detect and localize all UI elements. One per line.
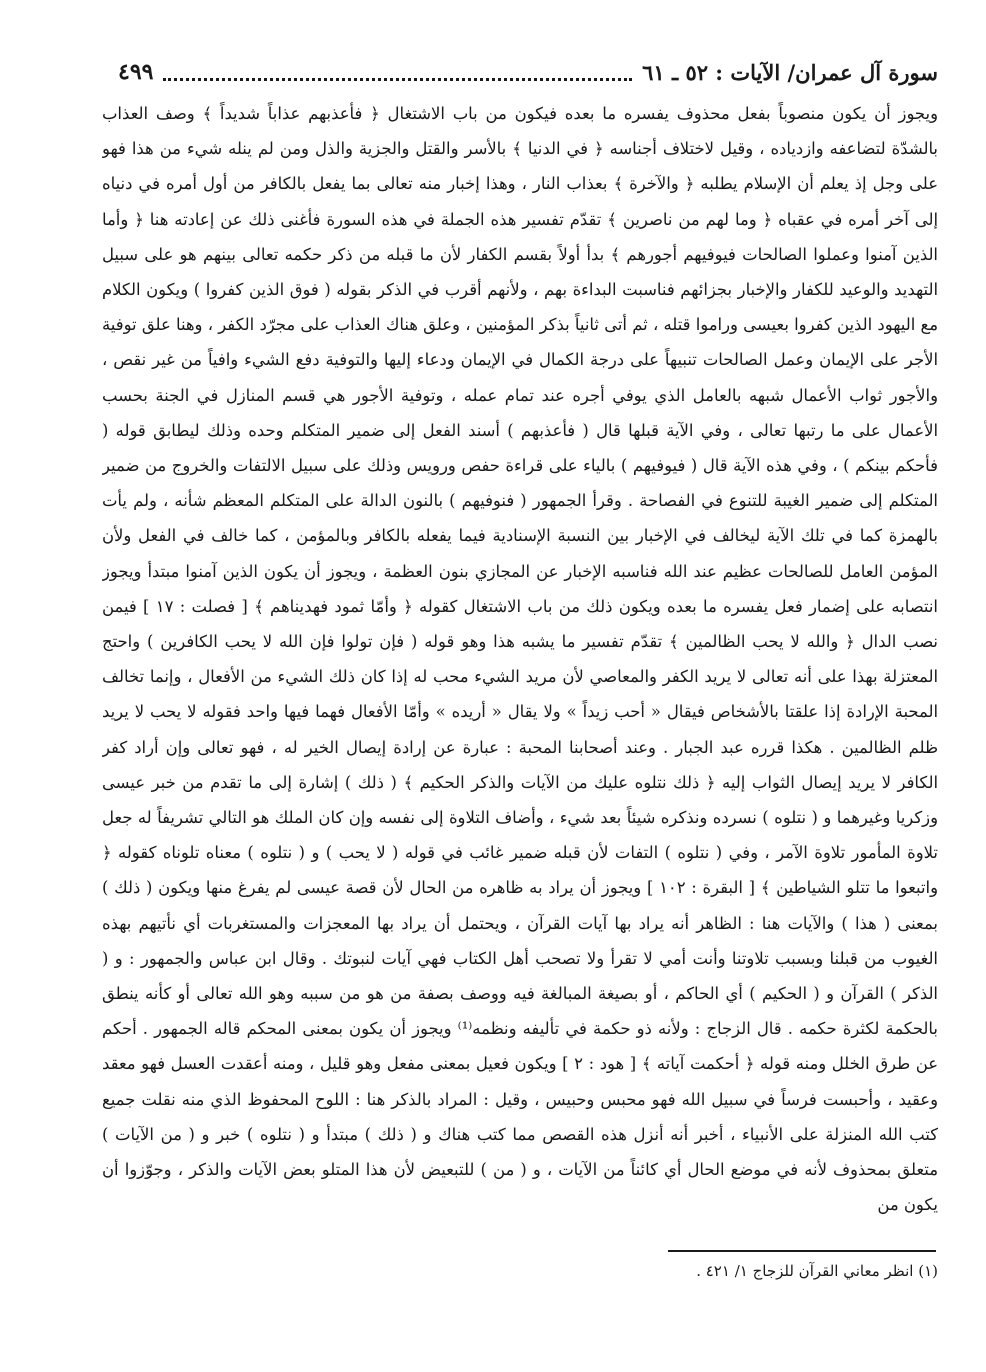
- header-dot-leader: [163, 64, 632, 81]
- footnote: (١) انظر معاني القرآن للزجاج ١/ ٤٢١ .: [696, 1262, 938, 1280]
- page-number: ٤٩٩: [118, 59, 154, 85]
- commentary-paragraph: ويجوز أن يكون منصوباً بفعل محذوف يفسره ما بعده فيكون من باب الاشتغال ﴿ فأعذبهم عذاباً شديداً ﴾ وصف العذاب بالشدّة لتضاعفه وازدياده ، وقيل لاختلاف أجناسه ﴿ في الدنيا ﴾ بالأسر والقتل والجزية والذل ومن لم ينله شيء من هذا فهو على وجل إذ يعلم أن الإسلام يطلبه ﴿ والآخرة ﴾ بعذاب النار ، وهذا إخبار منه تعالى بما يفعل بالكافر من أول أمره في دنياه إلى آخر أمره في عقباه ﴿ وما لهم من ناصرين ﴾ تقدّم تفسير هذه الجملة في هذه السورة فأغنى ذلك عن إعادته هنا ﴿ وأما الذين آمنوا وعملوا الصالحات فيوفيهم أجورهم ﴾ بدأ أولاً بقسم الكفار لأن ما قبله من ذكر حكمه تعالى بينهم هو على سبيل التهديد والوعيد للكفار والإخبار بجزائهم فناسبت البداءة بهم ، ولأنهم أقرب في الذكر بقوله ( فوق الذين كفروا ) ويكون الكلام مع اليهود الذين كفروا بعيسى وراموا قتله ، ثم أتى ثانياً بذكر المؤمنين ، وعلق هناك العذاب على مجرّد الكفر ، وهنا علق توفية الأجر على الإيمان وعمل الصالحات تنبيهاً على درجة الكمال في الإيمان ودعاء إليها والتوفية دفع الشيء وافياً من غير نقص ، والأجور ثواب الأعمال شبهه بالعامل الذي يوفي أجره عند تمام عمله ، وتوفية الأجور هي قسم المنازل في الجنة بحسب الأعمال على ما رتبها تعالى ، وفي الآية قبلها قال ( فأعذبهم ) أسند الفعل إلى ضمير المتكلم وحده وذلك ليطابق قوله ( فأحكم بينكم ) ، وفي هذه الآية قال ( فيوفيهم ) بالياء على قراءة حفص ورويس وذلك على سبيل الالتفات والخروج من ضمير المتكلم إلى ضمير الغيبة للتنوع في الفصاحة . وقرأ الجمهور ( فنوفيهم ) بالنون الدالة على المتكلم المعظم شأنه ، ولم يأت بالهمزة كما في تلك الآية ليخالف في الإخبار بين النسبة الإسنادية فيما يفعله بالكافر وبالمؤمن ، كما خالف في الفعل ولأن المؤمن العامل للصالحات عظيم عند الله فناسبه الإخبار عن المجازي بنون العظمة ، ويجوز أن يكون الذين آمنوا مبتدأ ويجوز انتصابه على إضمار فعل يفسره ما بعده ويكون ذلك من باب الاشتغال كقوله ﴿ وأمّا ثمود فهديناهم ﴾ [ فصلت : ١٧ ] فيمن نصب الدال ﴿ والله لا يحب الظالمين ﴾ تقدّم تفسير ما يشبه هذا وهو قوله ( فإن تولوا فإن الله لا يحب الكافرين ) واحتج المعتزلة بهذا على أنه تعالى لا يريد الكفر والمعاصي لأن مريد الشيء محب له إذا كان ذلك الشيء من الأفعال ، وإنما تخالف المحبة الإرادة إذا علقتا بالأشخاص فيقال « أحب زيداً » ولا يقال « أريده » وأمّا الأفعال فهما فيها واحد فقوله لا يحب لا يريد ظلم الظالمين . هكذا قرره عبد الجبار . وعند أصحابنا المحبة : عبارة عن إرادة إيصال الخير له ، فهو تعالى وإن أراد كفر الكافر لا يريد إيصال الثواب إليه ﴿ ذلك نتلوه عليك من الآيات والذكر الحكيم ﴾ ( ذلك ) إشارة إلى ما تقدم من خبر عيسى وزكريا وغيرهما و ( نتلوه ) نسرده ونذكره شيئاً بعد شيء ، وأضاف التلاوة إلى نفسه وإن كان الملك هو التالي تشريفاً له جعل تلاوة المأمور تلاوة الآمر ، وفي ( نتلوه ) التفات لأن قبله ضمير غائب في قوله ( لا يحب ) و ( نتلوه ) معناه تلوناه كقوله ﴿ واتبعوا ما تتلو الشياطين ﴾ [ البقرة : ١٠٢ ] ويجوز أن يراد به ظاهره من الحال لأن قصة عيسى لم يفرغ منها ويكون ( ذلك ) بمعنى ( هذا ) والآيات هنا : الظاهر أنه يراد بها آيات القرآن ، ويحتمل أن يراد بها المعجزات والمستغربات أي نأتيهم بهذه الغيوب من قبلنا وبسبب تلاوتنا وأنت أمي لا تقرأ ولا تصحب أهل الكتاب فهي آيات لنبوتك . وقال ابن عباس والجمهور : و ( الذكر ) القرآن و ( الحكيم ) أي الحاكم ، أو بصيغة المبالغة فيه ووصف بصفة من هو من سببه وهو الله تعالى أو كأنه ينطق بالحكمة لكثرة حكمه . قال الزجاج : ولأنه ذو حكمة في تأليفه ونظمه⁽¹⁾ ويجوز أن يكون بمعنى المحكم قاله الجمهور . أحكم عن طرق الخلل ومنه قوله ﴿ أحكمت آياته ﴾ [ هود : ٢ ] ويكون فعيل بمعنى مفعل وهو قليل ، ومنه أعقدت العسل فهو معقد وعقيد ، وأحبست فرساً في سبيل الله فهو محبس وحبيس ، وقيل : المراد بالذكر هنا : اللوح المحفوظ الذي منه نقلت جميع كتب الله المنزلة على الأنبياء ، أخبر أنه أنزل هذه القصص مما كتب هناك و ( ذلك ) مبتدأ و ( نتلوه ) خبر و ( من الآيات ) متعلق بمحذوف لأنه في موضع الحال أي كائناً من الآيات ، و ( من ) للتبعيض لأن هذا المتلو بعض الآيات والذكر ، وجوّزوا أن يكون من: [102, 104, 938, 1215]
- surah-title: سورة آل عمران/ الآيات : ٥٢ ـ ٦١: [642, 59, 938, 85]
- running-header: [118, 55, 938, 89]
- commentary-body: [102, 96, 938, 1256]
- footnote-separator: [668, 1250, 936, 1252]
